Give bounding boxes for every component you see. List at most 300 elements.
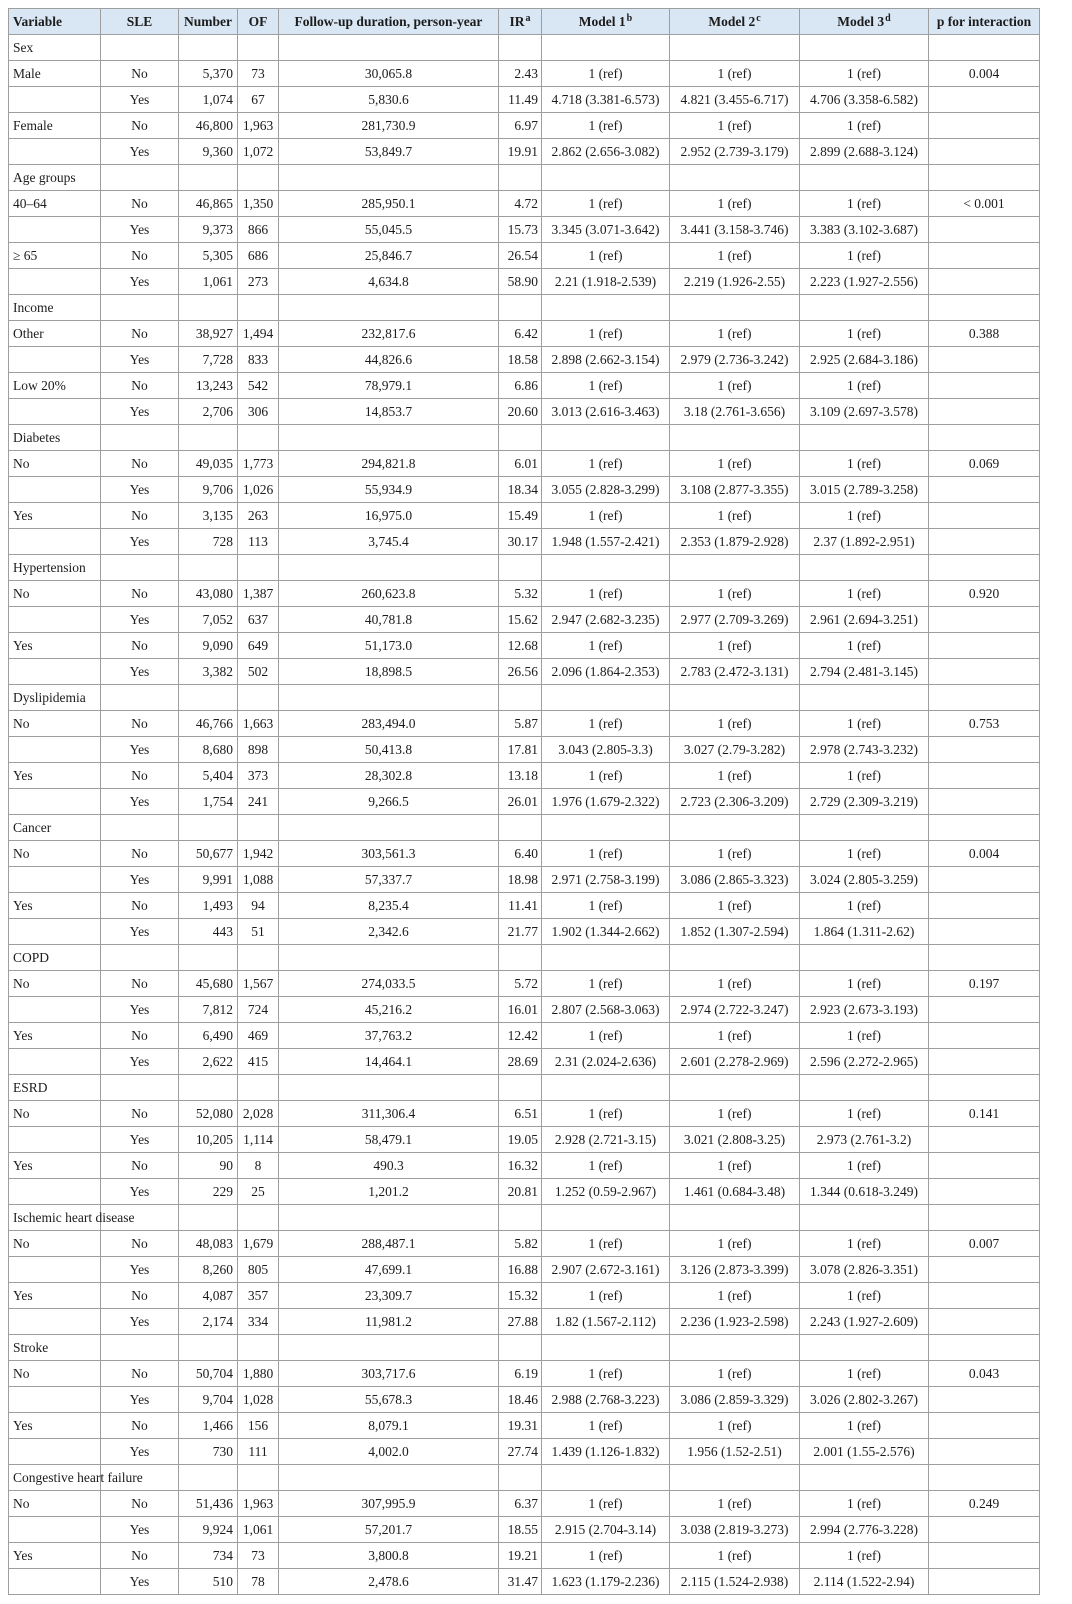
- empty-cell: [179, 945, 238, 971]
- cell-p: 0.141: [929, 1101, 1040, 1127]
- results-table: [8, 8, 1040, 1595]
- table-row: [9, 1439, 1040, 1465]
- cell-sle: Yes: [101, 1179, 179, 1205]
- cell-p: [929, 867, 1040, 893]
- group-row: [9, 685, 1040, 711]
- cell-followup: 14,464.1: [279, 1049, 499, 1075]
- cell-model3: 1 (ref): [800, 191, 929, 217]
- cell-model3: 2.978 (2.743-3.232): [800, 737, 929, 763]
- empty-cell: [279, 815, 499, 841]
- cell-model1: 2.928 (2.721-3.15): [542, 1127, 670, 1153]
- cell-sle: No: [101, 711, 179, 737]
- cell-followup: 51,173.0: [279, 633, 499, 659]
- cell-model3: 2.923 (2.673-3.193): [800, 997, 929, 1023]
- cell-ir: 4.72: [499, 191, 542, 217]
- cell-variable: [9, 269, 101, 295]
- empty-cell: [279, 685, 499, 711]
- cell-of: 1,088: [238, 867, 279, 893]
- table-row: [9, 269, 1040, 295]
- empty-cell: [542, 1075, 670, 1101]
- cell-of: 898: [238, 737, 279, 763]
- cell-ir: 12.68: [499, 633, 542, 659]
- cell-sle: No: [101, 1361, 179, 1387]
- table-row: [9, 841, 1040, 867]
- cell-model1: 3.013 (2.616-3.463): [542, 399, 670, 425]
- header-row: [9, 9, 1040, 35]
- cell-number: 2,174: [179, 1309, 238, 1335]
- cell-ir: 5.32: [499, 581, 542, 607]
- cell-model2: 1 (ref): [670, 373, 800, 399]
- cell-variable: No: [9, 711, 101, 737]
- cell-of: 1,963: [238, 113, 279, 139]
- header-model-1: [542, 9, 670, 35]
- cell-variable: [9, 139, 101, 165]
- cell-sle: No: [101, 971, 179, 997]
- cell-model3: 2.961 (2.694-3.251): [800, 607, 929, 633]
- cell-of: 1,494: [238, 321, 279, 347]
- header-model-1-label: Model 1: [578, 13, 626, 29]
- cell-model3: 3.078 (2.826-3.351): [800, 1257, 929, 1283]
- cell-followup: 5,830.6: [279, 87, 499, 113]
- empty-cell: [800, 1205, 929, 1231]
- cell-p: [929, 373, 1040, 399]
- cell-model3: 2.729 (2.309-3.219): [800, 789, 929, 815]
- cell-of: 1,114: [238, 1127, 279, 1153]
- cell-followup: 285,950.1: [279, 191, 499, 217]
- header-model-1-footnote-mark: b: [626, 12, 633, 24]
- empty-cell: [670, 295, 800, 321]
- cell-sle: No: [101, 1231, 179, 1257]
- group-row: [9, 295, 1040, 321]
- table-row: [9, 217, 1040, 243]
- cell-variable: [9, 87, 101, 113]
- cell-model2: 1 (ref): [670, 1491, 800, 1517]
- cell-variable: Low 20%: [9, 373, 101, 399]
- cell-of: 113: [238, 529, 279, 555]
- cell-number: 9,924: [179, 1517, 238, 1543]
- cell-number: 2,622: [179, 1049, 238, 1075]
- cell-variable: No: [9, 841, 101, 867]
- cell-ir: 6.40: [499, 841, 542, 867]
- cell-p: [929, 217, 1040, 243]
- cell-sle: No: [101, 1543, 179, 1569]
- cell-followup: 8,235.4: [279, 893, 499, 919]
- cell-number: 43,080: [179, 581, 238, 607]
- cell-of: 94: [238, 893, 279, 919]
- cell-number: 1,493: [179, 893, 238, 919]
- cell-sle: Yes: [101, 477, 179, 503]
- empty-cell: [179, 815, 238, 841]
- group-label: Sex: [9, 35, 101, 61]
- cell-sle: No: [101, 893, 179, 919]
- empty-cell: [279, 295, 499, 321]
- cell-of: 469: [238, 1023, 279, 1049]
- cell-model1: 3.055 (2.828-3.299): [542, 477, 670, 503]
- cell-sle: No: [101, 1413, 179, 1439]
- empty-cell: [499, 35, 542, 61]
- cell-number: 1,754: [179, 789, 238, 815]
- cell-variable: [9, 1179, 101, 1205]
- cell-ir: 6.01: [499, 451, 542, 477]
- empty-cell: [800, 295, 929, 321]
- cell-model1: 1.948 (1.557-2.421): [542, 529, 670, 555]
- empty-cell: [238, 1335, 279, 1361]
- cell-sle: No: [101, 841, 179, 867]
- cell-variable: No: [9, 1231, 101, 1257]
- cell-model1: 1 (ref): [542, 763, 670, 789]
- cell-followup: 47,699.1: [279, 1257, 499, 1283]
- empty-cell: [929, 165, 1040, 191]
- cell-followup: 281,730.9: [279, 113, 499, 139]
- cell-followup: 3,745.4: [279, 529, 499, 555]
- header-model-3: [800, 9, 929, 35]
- cell-sle: No: [101, 1283, 179, 1309]
- table-row: [9, 633, 1040, 659]
- cell-ir: 26.56: [499, 659, 542, 685]
- empty-cell: [238, 555, 279, 581]
- empty-cell: [238, 165, 279, 191]
- cell-model3: 2.114 (1.522-2.94): [800, 1569, 929, 1595]
- empty-cell: [101, 945, 179, 971]
- cell-variable: [9, 737, 101, 763]
- cell-model3: 1 (ref): [800, 1153, 929, 1179]
- cell-number: 1,074: [179, 87, 238, 113]
- empty-cell: [670, 815, 800, 841]
- cell-followup: 8,079.1: [279, 1413, 499, 1439]
- cell-model1: 1 (ref): [542, 581, 670, 607]
- cell-number: 3,135: [179, 503, 238, 529]
- empty-cell: [800, 165, 929, 191]
- empty-cell: [279, 1205, 499, 1231]
- cell-number: 728: [179, 529, 238, 555]
- cell-p: [929, 659, 1040, 685]
- empty-cell: [670, 35, 800, 61]
- cell-ir: 30.17: [499, 529, 542, 555]
- empty-cell: [670, 1075, 800, 1101]
- empty-cell: [929, 1205, 1040, 1231]
- cell-model2: 3.038 (2.819-3.273): [670, 1517, 800, 1543]
- cell-number: 9,373: [179, 217, 238, 243]
- cell-ir: 19.31: [499, 1413, 542, 1439]
- empty-cell: [929, 35, 1040, 61]
- cell-p: [929, 87, 1040, 113]
- cell-followup: 260,623.8: [279, 581, 499, 607]
- cell-model1: 1 (ref): [542, 61, 670, 87]
- cell-sle: No: [101, 61, 179, 87]
- cell-p: [929, 243, 1040, 269]
- cell-followup: 44,826.6: [279, 347, 499, 373]
- cell-model1: 2.915 (2.704-3.14): [542, 1517, 670, 1543]
- table-row: [9, 737, 1040, 763]
- header-p-for-interaction: p for interaction: [929, 9, 1040, 35]
- cell-variable: 40–64: [9, 191, 101, 217]
- header-sle: SLE: [101, 9, 179, 35]
- cell-number: 52,080: [179, 1101, 238, 1127]
- cell-followup: 3,800.8: [279, 1543, 499, 1569]
- empty-cell: [101, 685, 179, 711]
- cell-number: 46,800: [179, 113, 238, 139]
- cell-model1: 2.898 (2.662-3.154): [542, 347, 670, 373]
- empty-cell: [499, 1075, 542, 1101]
- cell-ir: 6.97: [499, 113, 542, 139]
- table-row: [9, 581, 1040, 607]
- cell-p: [929, 1517, 1040, 1543]
- cell-ir: 21.77: [499, 919, 542, 945]
- header-variable: Variable: [9, 9, 101, 35]
- empty-cell: [499, 815, 542, 841]
- cell-number: 7,812: [179, 997, 238, 1023]
- cell-ir: 26.54: [499, 243, 542, 269]
- cell-p: [929, 1023, 1040, 1049]
- empty-cell: [499, 1205, 542, 1231]
- cell-followup: 9,266.5: [279, 789, 499, 815]
- cell-model1: 1 (ref): [542, 1101, 670, 1127]
- cell-followup: 311,306.4: [279, 1101, 499, 1127]
- cell-model2: 3.108 (2.877-3.355): [670, 477, 800, 503]
- cell-number: 50,704: [179, 1361, 238, 1387]
- cell-followup: 288,487.1: [279, 1231, 499, 1257]
- cell-model1: 2.096 (1.864-2.353): [542, 659, 670, 685]
- cell-model1: 2.21 (1.918-2.539): [542, 269, 670, 295]
- cell-variable: Yes: [9, 503, 101, 529]
- cell-ir: 27.88: [499, 1309, 542, 1335]
- cell-model3: 1 (ref): [800, 321, 929, 347]
- cell-of: 273: [238, 269, 279, 295]
- empty-cell: [670, 1465, 800, 1491]
- empty-cell: [238, 425, 279, 451]
- empty-cell: [800, 945, 929, 971]
- cell-variable: Yes: [9, 1153, 101, 1179]
- cell-sle: Yes: [101, 87, 179, 113]
- cell-sle: Yes: [101, 1387, 179, 1413]
- empty-cell: [179, 1335, 238, 1361]
- cell-model2: 2.974 (2.722-3.247): [670, 997, 800, 1023]
- group-row: [9, 1075, 1040, 1101]
- cell-p: [929, 1179, 1040, 1205]
- cell-model3: 3.383 (3.102-3.687): [800, 217, 929, 243]
- cell-model3: 4.706 (3.358-6.582): [800, 87, 929, 113]
- cell-model3: 1 (ref): [800, 1491, 929, 1517]
- cell-p: [929, 893, 1040, 919]
- cell-model1: 1 (ref): [542, 1361, 670, 1387]
- cell-variable: [9, 997, 101, 1023]
- cell-variable: [9, 529, 101, 555]
- group-row: [9, 945, 1040, 971]
- table-row: [9, 87, 1040, 113]
- cell-variable: [9, 789, 101, 815]
- cell-variable: [9, 1309, 101, 1335]
- cell-sle: No: [101, 1023, 179, 1049]
- group-label: Cancer: [9, 815, 101, 841]
- cell-variable: [9, 1049, 101, 1075]
- cell-followup: 294,821.8: [279, 451, 499, 477]
- empty-cell: [238, 295, 279, 321]
- cell-model2: 2.236 (1.923-2.598): [670, 1309, 800, 1335]
- group-row: [9, 1205, 1040, 1231]
- cell-model3: 3.024 (2.805-3.259): [800, 867, 929, 893]
- cell-variable: [9, 399, 101, 425]
- cell-followup: 57,201.7: [279, 1517, 499, 1543]
- cell-model1: 1 (ref): [542, 321, 670, 347]
- cell-ir: 2.43: [499, 61, 542, 87]
- cell-p: < 0.001: [929, 191, 1040, 217]
- cell-ir: 28.69: [499, 1049, 542, 1075]
- cell-ir: 11.49: [499, 87, 542, 113]
- cell-model2: 1 (ref): [670, 113, 800, 139]
- cell-model1: 2.862 (2.656-3.082): [542, 139, 670, 165]
- cell-number: 229: [179, 1179, 238, 1205]
- table-row: [9, 971, 1040, 997]
- empty-cell: [101, 295, 179, 321]
- cell-variable: Yes: [9, 633, 101, 659]
- cell-model3: 2.925 (2.684-3.186): [800, 347, 929, 373]
- cell-p: 0.388: [929, 321, 1040, 347]
- cell-model1: 1 (ref): [542, 1491, 670, 1517]
- cell-model2: 2.115 (1.524-2.938): [670, 1569, 800, 1595]
- cell-model1: 2.31 (2.024-2.636): [542, 1049, 670, 1075]
- empty-cell: [101, 815, 179, 841]
- table-row: [9, 1101, 1040, 1127]
- cell-of: 1,567: [238, 971, 279, 997]
- cell-number: 5,404: [179, 763, 238, 789]
- table-row: [9, 399, 1040, 425]
- cell-model1: 1 (ref): [542, 113, 670, 139]
- cell-model2: 4.821 (3.455-6.717): [670, 87, 800, 113]
- cell-of: 649: [238, 633, 279, 659]
- empty-cell: [542, 815, 670, 841]
- cell-model3: 1 (ref): [800, 1413, 929, 1439]
- empty-cell: [499, 425, 542, 451]
- cell-number: 2,706: [179, 399, 238, 425]
- empty-cell: [238, 815, 279, 841]
- empty-cell: [238, 1075, 279, 1101]
- cell-number: 38,927: [179, 321, 238, 347]
- cell-sle: Yes: [101, 919, 179, 945]
- cell-followup: 490.3: [279, 1153, 499, 1179]
- cell-variable: Yes: [9, 1283, 101, 1309]
- cell-p: 0.043: [929, 1361, 1040, 1387]
- cell-model3: 1 (ref): [800, 113, 929, 139]
- cell-variable: [9, 477, 101, 503]
- cell-model2: 1 (ref): [670, 1023, 800, 1049]
- cell-model3: 3.109 (2.697-3.578): [800, 399, 929, 425]
- cell-model2: 1 (ref): [670, 1231, 800, 1257]
- cell-number: 50,677: [179, 841, 238, 867]
- cell-sle: Yes: [101, 1309, 179, 1335]
- cell-model3: 1 (ref): [800, 1361, 929, 1387]
- cell-followup: 11,981.2: [279, 1309, 499, 1335]
- cell-model2: 2.723 (2.306-3.209): [670, 789, 800, 815]
- cell-followup: 4,002.0: [279, 1439, 499, 1465]
- cell-variable: [9, 1127, 101, 1153]
- group-label: COPD: [9, 945, 101, 971]
- cell-ir: 5.87: [499, 711, 542, 737]
- cell-followup: 55,678.3: [279, 1387, 499, 1413]
- cell-variable: [9, 1387, 101, 1413]
- cell-number: 443: [179, 919, 238, 945]
- cell-of: 263: [238, 503, 279, 529]
- empty-cell: [929, 685, 1040, 711]
- empty-cell: [542, 1205, 670, 1231]
- table-row: [9, 61, 1040, 87]
- cell-ir: 19.21: [499, 1543, 542, 1569]
- cell-p: [929, 997, 1040, 1023]
- cell-followup: 23,309.7: [279, 1283, 499, 1309]
- cell-p: [929, 1543, 1040, 1569]
- table-row: [9, 1491, 1040, 1517]
- empty-cell: [279, 165, 499, 191]
- empty-cell: [101, 35, 179, 61]
- empty-cell: [542, 1335, 670, 1361]
- cell-sle: No: [101, 581, 179, 607]
- cell-p: [929, 503, 1040, 529]
- cell-model2: 1 (ref): [670, 503, 800, 529]
- group-row: [9, 1465, 1040, 1491]
- cell-variable: Other: [9, 321, 101, 347]
- cell-model1: 1.252 (0.59-2.967): [542, 1179, 670, 1205]
- cell-number: 48,083: [179, 1231, 238, 1257]
- cell-of: 73: [238, 61, 279, 87]
- empty-cell: [179, 685, 238, 711]
- empty-cell: [279, 555, 499, 581]
- empty-cell: [499, 555, 542, 581]
- table-row: [9, 1153, 1040, 1179]
- cell-number: 8,260: [179, 1257, 238, 1283]
- cell-model3: 1 (ref): [800, 1543, 929, 1569]
- cell-of: 25: [238, 1179, 279, 1205]
- cell-ir: 15.73: [499, 217, 542, 243]
- cell-model1: 1 (ref): [542, 711, 670, 737]
- cell-p: 0.004: [929, 841, 1040, 867]
- table-row: [9, 243, 1040, 269]
- cell-followup: 78,979.1: [279, 373, 499, 399]
- cell-variable: No: [9, 971, 101, 997]
- cell-number: 90: [179, 1153, 238, 1179]
- cell-model1: 1.623 (1.179-2.236): [542, 1569, 670, 1595]
- cell-followup: 55,045.5: [279, 217, 499, 243]
- cell-of: 637: [238, 607, 279, 633]
- header-follow-up-duration: Follow-up duration, person-year: [279, 9, 499, 35]
- cell-number: 45,680: [179, 971, 238, 997]
- cell-model1: 1 (ref): [542, 841, 670, 867]
- table-header: [9, 9, 1040, 35]
- group-label: Income: [9, 295, 101, 321]
- cell-variable: [9, 347, 101, 373]
- cell-model2: 1 (ref): [670, 633, 800, 659]
- table-row: [9, 1023, 1040, 1049]
- cell-p: 0.197: [929, 971, 1040, 997]
- table-row: [9, 711, 1040, 737]
- empty-cell: [929, 425, 1040, 451]
- cell-sle: No: [101, 243, 179, 269]
- cell-model2: 2.353 (1.879-2.928): [670, 529, 800, 555]
- cell-model3: 2.596 (2.272-2.965): [800, 1049, 929, 1075]
- cell-number: 9,706: [179, 477, 238, 503]
- cell-p: [929, 269, 1040, 295]
- cell-model2: 2.219 (1.926-2.55): [670, 269, 800, 295]
- cell-variable: [9, 607, 101, 633]
- empty-cell: [279, 35, 499, 61]
- group-label: Stroke: [9, 1335, 101, 1361]
- cell-number: 13,243: [179, 373, 238, 399]
- header-model-2-footnote-mark: c: [756, 12, 761, 24]
- cell-model3: 1 (ref): [800, 503, 929, 529]
- cell-number: 46,865: [179, 191, 238, 217]
- cell-model2: 1.461 (0.684-3.48): [670, 1179, 800, 1205]
- cell-ir: 18.58: [499, 347, 542, 373]
- cell-model1: 3.043 (2.805-3.3): [542, 737, 670, 763]
- cell-p: [929, 1257, 1040, 1283]
